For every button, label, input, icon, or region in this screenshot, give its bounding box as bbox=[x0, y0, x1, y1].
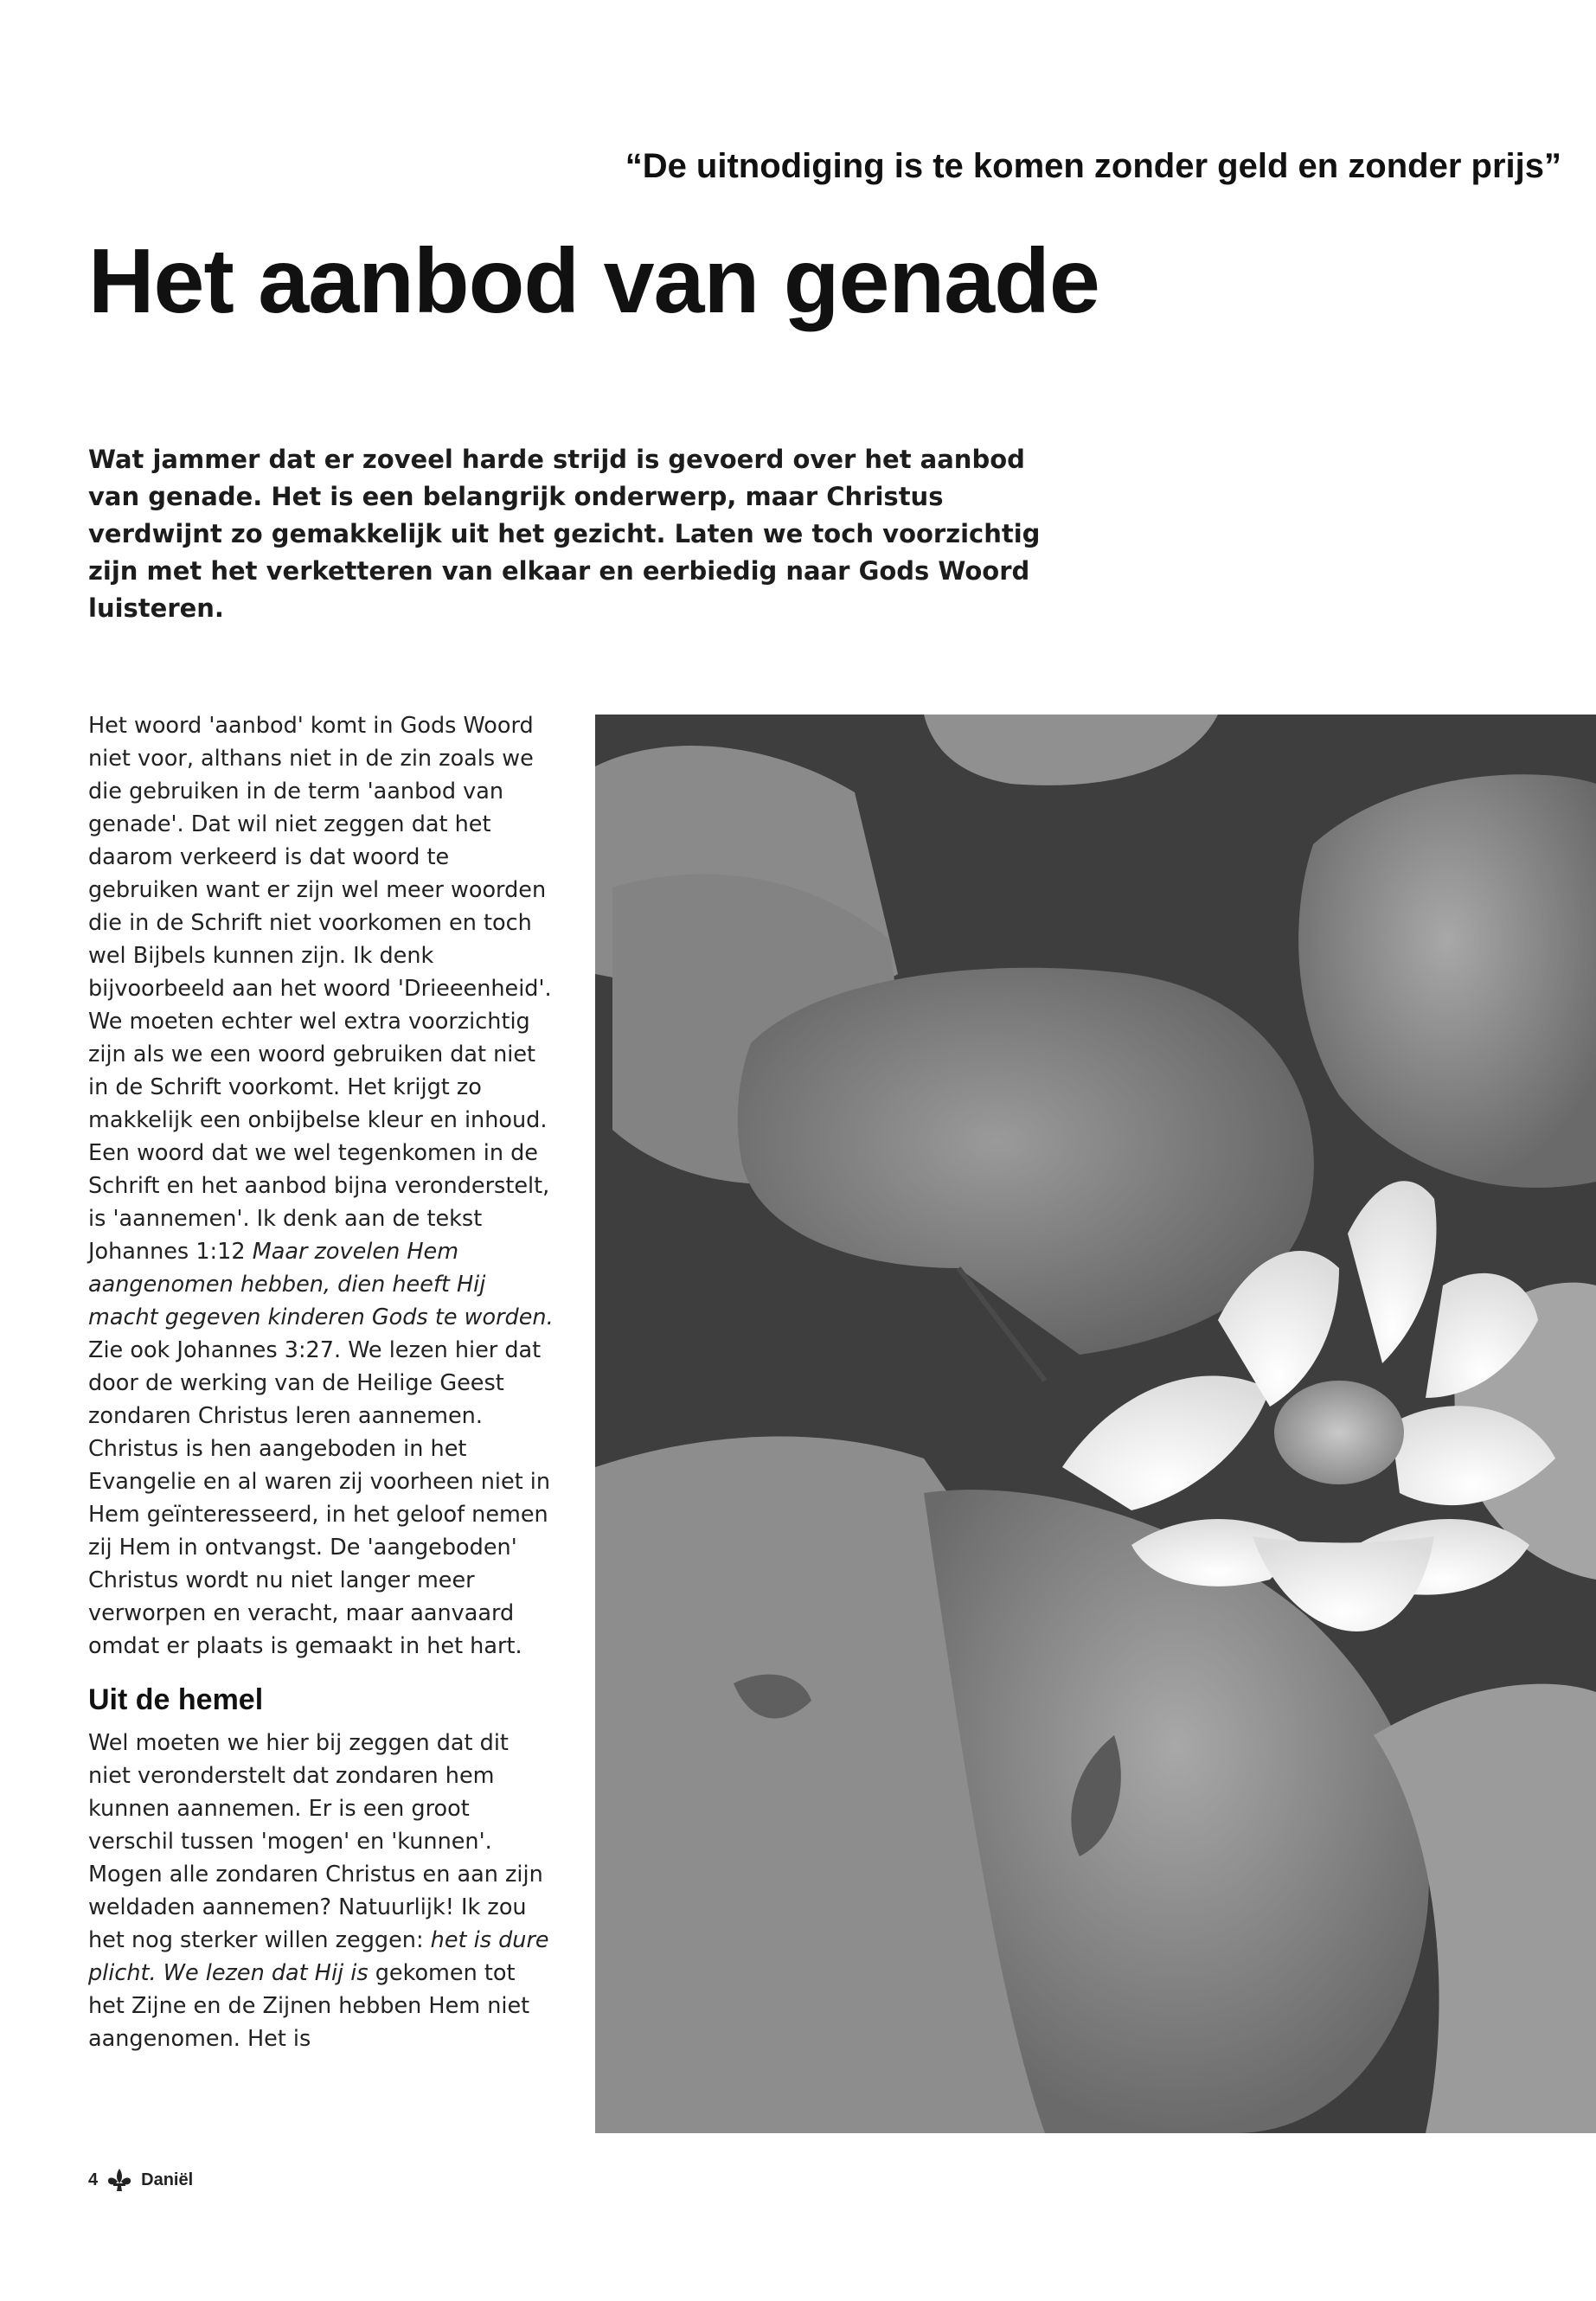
scripture-quote: Maar zovelen Hem aangenomen hebben, dien heeft Hij macht gegeven kinderen Gods te worden. bbox=[88, 1239, 554, 1330]
article-lead: Wat jammer dat er zoveel harde strijd is gevoerd over het aanbod van genade. Het is een belangrijk onderwerp, maar Christus verdwijnt zo gemakkelijk uit het gezicht. Laten we toch voorzichtig zijn met het verketteren van elkaar en eerbiedig naar Gods Woord luisteren. bbox=[88, 445, 1041, 623]
magazine-name: Daniël bbox=[141, 2170, 194, 2189]
body-paragraph: Het woord 'aanbod' komt in Gods Woord niet voor, althans niet in de zin zoals we die gebruiken in de term 'aanbod van genade'. Dat wil niet zeggen dat het daarom verkeerd is dat woord te gebruiken want er zijn wel meer woorden die in de Schrift niet voorkomen en toch wel Bijbels kunnen zijn. Ik denk bijvoorbeeld aan het woord 'Drieeenheid'. We moeten echter wel extra voorzichtig zijn als we een woord gebruiken dat niet in de Schrift voorkomt. Het krijgt zo makkelijk een onbijbelse kleur en inhoud. bbox=[88, 713, 552, 1133]
emphasis-text: het is dure plicht. We lezen dat Hij is bbox=[88, 1927, 549, 1986]
body-paragraph bbox=[88, 1727, 555, 2055]
body-text: Wel moeten we hier bij zeggen dat dit niet veronderstelt dat zondaren hem kunnen aannemen. Er is een groot verschil tussen 'mogen' en 'kunnen'. Mogen alle zondaren Christus en aan zijn weldaden aannemen? Natuurlijk! Ik zou het nog sterker willen zeggen: bbox=[88, 1730, 543, 1953]
section-subheading: Uit de hemel bbox=[88, 1683, 264, 1716]
flower-center bbox=[1274, 1381, 1404, 1484]
water-lily-photo bbox=[595, 715, 1596, 2133]
body-paragraph bbox=[88, 1137, 555, 1663]
fleur-de-lis-icon bbox=[105, 2167, 134, 2193]
page-number: 4 bbox=[88, 2170, 99, 2189]
body-text: Een woord dat we wel tegenkomen in de Schrift en het aanbod bijna veronderstelt, is 'aannemen'. Ik denk aan de tekst Johannes 1:12 bbox=[88, 1140, 550, 1265]
article-tagline: “De uitnodiging is te komen zonder geld en zonder prijs” bbox=[625, 147, 1561, 185]
article-body bbox=[88, 709, 555, 2055]
page-footer bbox=[88, 2167, 193, 2193]
body-text: Zie ook Johannes 3:27. We lezen hier dat door de werking van de Heilige Geest zondaren Christus leren aannemen. Christus is hen aangeboden in het Evangelie en al waren zij voorheen niet in Hem geïnteresseerd, in het geloof nemen zij Hem in ontvangst. De 'aangeboden' Christus wordt nu niet langer meer verworpen en veracht, maar aanvaard omdat er plaats is gemaakt in het hart. bbox=[88, 1337, 551, 1659]
body-text: gekomen tot het Zijne en de Zijnen hebben Hem niet aangenomen. Het is bbox=[88, 1960, 530, 2052]
water-lily-illustration bbox=[595, 715, 1596, 2133]
article-title: Het aanbod van genade bbox=[88, 230, 1099, 332]
